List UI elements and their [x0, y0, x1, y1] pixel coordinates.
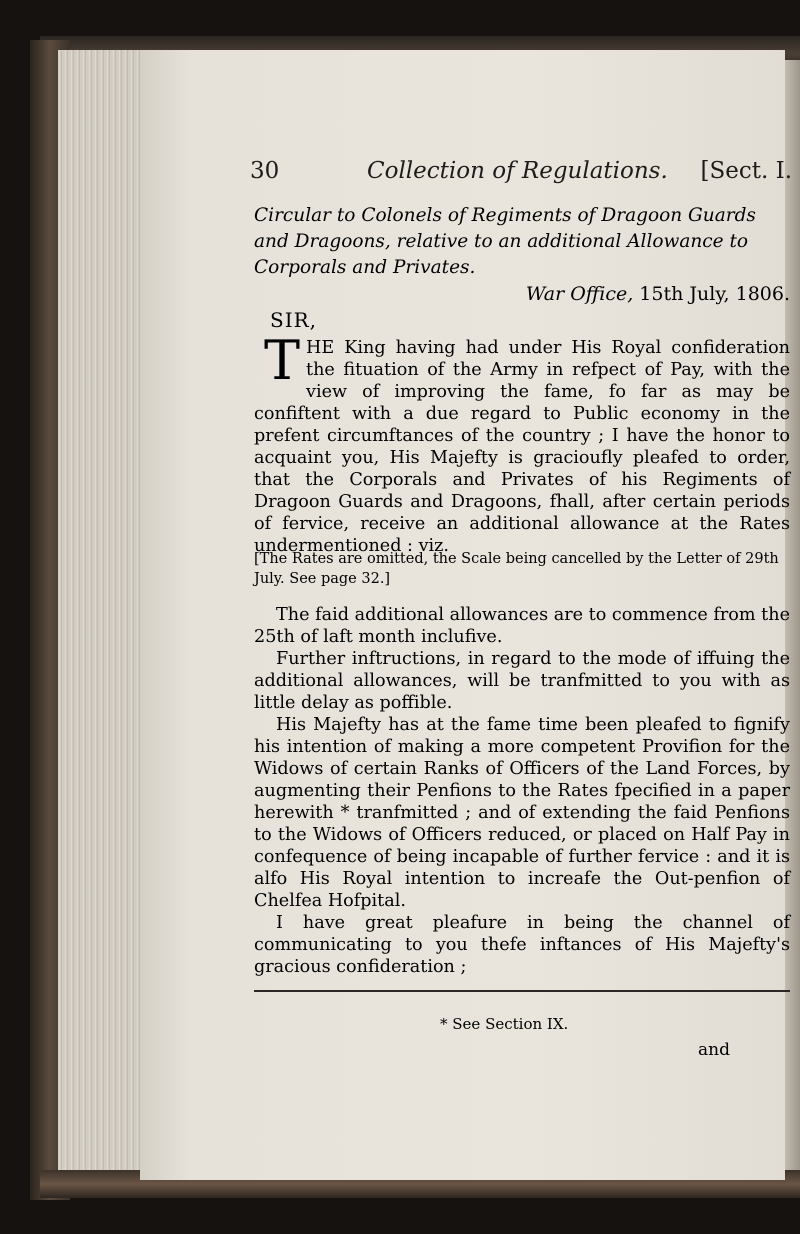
running-title: Collection of Regulations.	[367, 158, 668, 184]
dateline-date: 15th July, 1806.	[639, 283, 790, 305]
drop-cap: T	[264, 329, 301, 392]
catchword: and	[698, 1040, 730, 1060]
dateline	[254, 283, 790, 305]
body-paragraphs	[254, 604, 790, 978]
dateline-office: War Office,	[525, 283, 634, 305]
paragraph: His Majefty has at the fame time been pleafed to fignify his intention of making a more competent Provifion for the Widows of certain Ranks of Officers of the Land Forces, by augmenting their Penfions to the Rates fpecified in a paper herewith * tranfmitted ; and of extending the faid Penfions to the Widows of Officers reduced, or placed on Half Pay in confequence of being incapable of further fervice : and it is alfo His Royal intention to increafe the Out-penfion of Chelfea Hofpital.	[254, 715, 790, 911]
bracket-note: [The Rates are omitted, the Scale being cancelled by the Letter of 29th July. See page 32.]	[254, 551, 779, 587]
first-paragraph	[254, 329, 790, 557]
circular-heading: Circular to Colonels of Regiments of Dragoon Guards and Dragoons, relative to an additional Allowance to Corporals and Privates.	[254, 205, 756, 278]
paragraph: I have great pleafure in being the channel of communicating to you thefe inftances of His Majefty's gracious confideration ;	[254, 913, 790, 977]
page-number: 30	[250, 158, 280, 184]
running-header	[250, 158, 792, 198]
footnote-rule	[254, 990, 790, 992]
salutation: SIR,	[270, 308, 318, 332]
paragraph: Further inftructions, in regard to the mode of iffuing the additional allowances, will be tranfmitted to you with as little delay as poffible.	[254, 649, 790, 713]
paragraph: The faid additional allowances are to commence from the 25th of laft month inclufive.	[254, 605, 790, 647]
footnote: * See Section IX.	[440, 1015, 569, 1033]
page-edges	[58, 50, 148, 1190]
first-paragraph-text: HE King having had under His Royal confideration the fituation of the Army in refpect of Pay, with the view of improving the fame, fo far as may be confiftent with a due regard to Public economy in the prefent circumftances of the country ; I have the honor to acquaint you, His Majefty is gracioufly pleafed to order, that the Corporals and Privates of his Regiments of Dragoon Guards and Dragoons, fhall, after certain periods of fervice, receive an additional allowance at the Rates undermentioned : viz.	[254, 338, 790, 556]
section-label: [Sect. I.	[700, 158, 792, 184]
